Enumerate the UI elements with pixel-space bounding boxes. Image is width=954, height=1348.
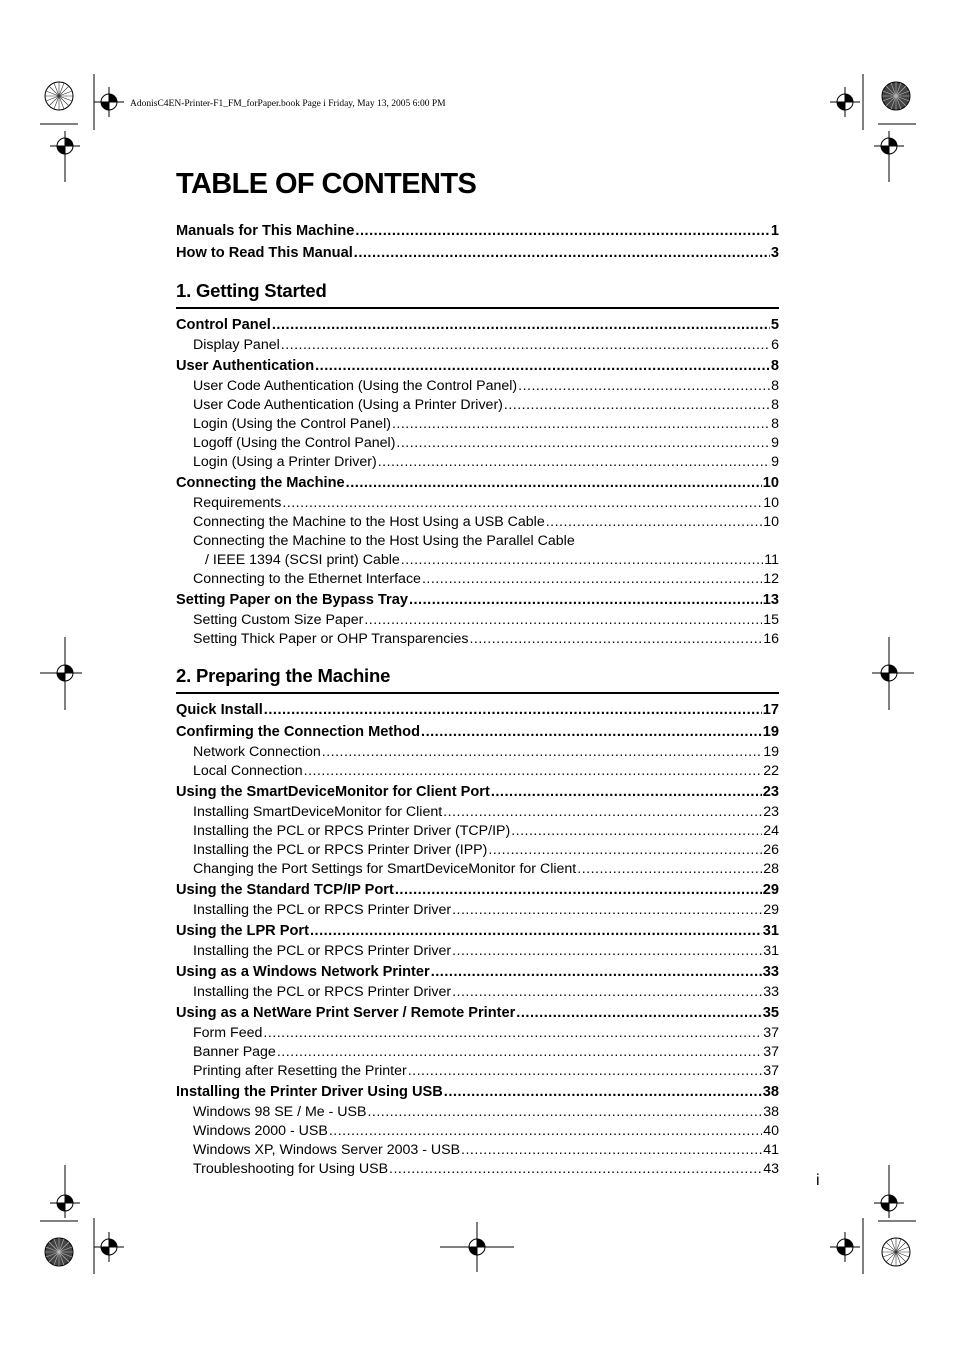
toc-page-number: 8 xyxy=(771,397,779,413)
toc-subentry[interactable] xyxy=(176,743,779,762)
dot-leader xyxy=(452,942,762,961)
toc-page-number: 43 xyxy=(763,1161,779,1177)
toc-subentry[interactable] xyxy=(176,1160,779,1179)
dot-leader xyxy=(577,860,762,879)
toc-entry-label: Using the Standard TCP/IP Port xyxy=(176,882,394,898)
toc-entry-label: Connecting the Machine to the Host Using a USB Cable xyxy=(193,514,545,530)
toc-page-number: 5 xyxy=(770,317,779,333)
dot-leader xyxy=(469,630,762,649)
toc-entry-label: Installing the PCL or RPCS Printer Driver (IPP) xyxy=(193,842,488,858)
page-title: TABLE OF CONTENTS xyxy=(176,168,477,200)
toc-page-number: 19 xyxy=(763,744,779,760)
toc-subentry[interactable] xyxy=(176,377,779,396)
toc-page-number: 22 xyxy=(763,763,779,779)
toc-entry-label: Using the SmartDeviceMonitor for Client Port xyxy=(176,784,490,800)
toc-chapter-entry[interactable] xyxy=(176,879,779,901)
toc-page-number: 8 xyxy=(770,358,779,374)
toc-subentry[interactable] xyxy=(176,611,779,630)
dot-leader xyxy=(395,879,762,901)
toc-page-number: 33 xyxy=(762,964,779,980)
toc-entry-label: Network Connection xyxy=(193,744,321,760)
toc-page-number: 26 xyxy=(763,842,779,858)
dot-leader xyxy=(281,336,770,355)
dot-leader xyxy=(422,570,762,589)
toc-chapter-entry[interactable] xyxy=(176,314,779,336)
toc-subentry[interactable] xyxy=(176,570,779,589)
toc-entry-label: Local Connection xyxy=(193,763,303,779)
dot-leader xyxy=(461,1141,762,1160)
toc-chapter-entry[interactable] xyxy=(176,1081,779,1103)
toc-chapter-entry[interactable] xyxy=(176,721,779,743)
dot-leader xyxy=(272,314,770,336)
toc-page-number: 29 xyxy=(762,882,779,898)
toc-entry-label: Installing SmartDeviceMonitor for Client xyxy=(193,804,443,820)
dot-leader xyxy=(452,983,762,1002)
toc-subentry[interactable] xyxy=(176,415,779,434)
toc-subentry[interactable] xyxy=(176,630,779,649)
toc-page-number: 16 xyxy=(763,631,779,647)
toc-subentry[interactable] xyxy=(176,1103,779,1122)
toc-subentry[interactable] xyxy=(176,396,779,415)
toc-subentry[interactable] xyxy=(176,1122,779,1141)
section-heading: 2. Preparing the Machine xyxy=(176,665,391,686)
toc-page-number: 8 xyxy=(771,416,779,432)
toc-page-number: 10 xyxy=(763,514,779,530)
toc-page-number: 38 xyxy=(763,1104,779,1120)
dot-leader xyxy=(504,396,770,415)
toc-page-number: 37 xyxy=(763,1025,779,1041)
toc-subentry[interactable] xyxy=(176,1062,779,1081)
toc-page-number: 33 xyxy=(763,984,779,1000)
dot-leader xyxy=(452,901,762,920)
page-number: i xyxy=(816,1172,820,1189)
toc-page-number: 40 xyxy=(763,1123,779,1139)
dot-leader xyxy=(282,494,762,513)
toc-entry-label: User Code Authentication (Using the Control Panel) xyxy=(193,378,518,394)
toc-chapter-entry[interactable] xyxy=(176,781,779,803)
toc-entry-label: User Code Authentication (Using a Printer Driver) xyxy=(193,397,503,413)
toc-entry-label: User Authentication xyxy=(176,358,315,374)
toc-page-number: 9 xyxy=(771,435,779,451)
toc-page-number: 1 xyxy=(770,223,779,239)
toc-page-number: 31 xyxy=(763,943,779,959)
toc-chapter-entry[interactable] xyxy=(176,920,779,942)
dot-leader xyxy=(389,1160,762,1179)
toc-entry-label: Control Panel xyxy=(176,317,271,333)
toc-entry-label: Using as a Windows Network Printer xyxy=(176,964,430,980)
file-header-line: AdonisC4EN-Printer-F1_FM_forPaper.book Page i Friday, May 13, 2005 6:00 PM xyxy=(130,99,446,109)
dot-leader xyxy=(408,1062,763,1081)
dot-leader xyxy=(304,762,763,781)
toc-entry-label: Using as a NetWare Print Server / Remote Printer xyxy=(176,1005,516,1021)
section-rule xyxy=(176,307,779,309)
toc-entry-label: Requirements xyxy=(193,495,282,511)
toc-subentry[interactable] xyxy=(176,513,779,532)
toc-entry-label: Form Feed xyxy=(193,1025,263,1041)
toc-subentry[interactable] xyxy=(176,822,779,841)
toc-entry-label: Windows 98 SE / Me - USB xyxy=(193,1104,367,1120)
dot-leader xyxy=(518,377,770,396)
dot-leader xyxy=(491,781,762,803)
toc-page-number: 38 xyxy=(762,1084,779,1100)
toc-chapter-entry[interactable] xyxy=(176,1002,779,1024)
toc-entry-label: Windows XP, Windows Server 2003 - USB xyxy=(193,1142,461,1158)
toc-page-number: 19 xyxy=(762,724,779,740)
dot-leader xyxy=(431,961,762,983)
toc-chapter-entry[interactable] xyxy=(176,589,779,611)
dot-leader xyxy=(421,721,762,743)
toc-page-number: 28 xyxy=(763,861,779,877)
toc-chapter-entry[interactable] xyxy=(176,472,779,494)
dot-leader xyxy=(355,220,769,242)
toc-entry-label: Using the LPR Port xyxy=(176,923,309,939)
toc-page-number: 23 xyxy=(762,784,779,800)
dot-leader xyxy=(401,551,763,570)
dot-leader xyxy=(263,1024,762,1043)
toc-subentry[interactable] xyxy=(176,901,779,920)
toc-page-number: 10 xyxy=(763,495,779,511)
dot-leader xyxy=(511,822,762,841)
toc-page-number: 24 xyxy=(763,823,779,839)
dot-leader xyxy=(264,699,762,721)
toc-subentry[interactable] xyxy=(176,453,779,472)
toc-entry-label: Logoff (Using the Control Panel) xyxy=(193,435,396,451)
toc-entry-label: Login (Using the Control Panel) xyxy=(193,416,391,432)
toc-page-number: 11 xyxy=(764,552,779,568)
toc-entry-label: Printing after Resetting the Printer xyxy=(193,1063,407,1079)
toc-subentry[interactable] xyxy=(176,1043,779,1062)
toc-entry-label: Installing the PCL or RPCS Printer Driver xyxy=(193,902,452,918)
dot-leader xyxy=(488,841,762,860)
dot-leader xyxy=(310,920,762,942)
toc-chapter-entry[interactable] xyxy=(176,355,779,377)
dot-leader xyxy=(516,1002,761,1024)
toc-entry[interactable] xyxy=(176,242,779,264)
toc-entry[interactable] xyxy=(176,220,779,242)
toc-subentry[interactable] xyxy=(176,762,779,781)
dot-leader xyxy=(346,472,762,494)
toc-entry-label: Display Panel xyxy=(193,337,280,353)
toc-entry-label: Changing the Port Settings for SmartDeviceMonitor for Client xyxy=(193,861,577,877)
toc-entry-label: Installing the PCL or RPCS Printer Driver xyxy=(193,943,452,959)
toc-subentry[interactable] xyxy=(176,336,779,355)
dot-leader xyxy=(443,803,762,822)
toc-subentry[interactable] xyxy=(176,551,779,570)
toc-page-number: 8 xyxy=(771,378,779,394)
dot-leader xyxy=(392,415,770,434)
dot-leader xyxy=(329,1122,762,1141)
dot-leader xyxy=(409,589,762,611)
toc-entry-label: / IEEE 1394 (SCSI print) Cable xyxy=(205,552,400,568)
toc-page-number: 9 xyxy=(771,454,779,470)
toc-page-number: 37 xyxy=(763,1063,779,1079)
toc-entry-label: Installing the Printer Driver Using USB xyxy=(176,1084,443,1100)
toc-page-number: 29 xyxy=(763,902,779,918)
toc-entry-label: Connecting the Machine xyxy=(176,475,345,491)
toc-entry-label[interactable]: Connecting the Machine to the Host Using the Parallel Cable xyxy=(193,533,575,549)
toc-page-number: 10 xyxy=(762,475,779,491)
toc-subentry[interactable] xyxy=(176,942,779,961)
toc-page-number: 41 xyxy=(763,1142,779,1158)
toc-subentry[interactable] xyxy=(176,841,779,860)
toc-entry-label: Installing the PCL or RPCS Printer Driver (TCP/IP) xyxy=(193,823,511,839)
toc-page-number: 15 xyxy=(763,612,779,628)
dot-leader xyxy=(322,743,762,762)
toc-entry-label: Setting Thick Paper or OHP Transparencies xyxy=(193,631,469,647)
toc-page-number: 17 xyxy=(762,702,779,718)
dot-leader xyxy=(315,355,770,377)
toc-subentry[interactable] xyxy=(176,803,779,822)
toc-page-number: 3 xyxy=(770,245,779,261)
dot-leader xyxy=(546,513,762,532)
table-of-contents xyxy=(176,220,779,1179)
toc-entry-label: Manuals for This Machine xyxy=(176,223,355,239)
toc-entry-label: Connecting to the Ethernet Interface xyxy=(193,571,421,587)
dot-leader xyxy=(444,1081,762,1103)
toc-page-number: 12 xyxy=(763,571,779,587)
toc-subentry[interactable] xyxy=(176,1024,779,1043)
toc-subentry[interactable] xyxy=(176,983,779,1002)
dot-leader xyxy=(367,1103,762,1122)
dot-leader xyxy=(378,453,770,472)
toc-entry-label: Windows 2000 - USB xyxy=(193,1123,328,1139)
toc-page-number: 35 xyxy=(762,1005,779,1021)
toc-subentry[interactable] xyxy=(176,860,779,879)
toc-subentry[interactable] xyxy=(176,1141,779,1160)
toc-entry-label: Troubleshooting for Using USB xyxy=(193,1161,389,1177)
toc-entry-label: Installing the PCL or RPCS Printer Driver xyxy=(193,984,452,1000)
toc-page-number: 23 xyxy=(763,804,779,820)
toc-entry-label: Setting Paper on the Bypass Tray xyxy=(176,592,408,608)
toc-entry-label: How to Read This Manual xyxy=(176,245,353,261)
toc-entry-label: Quick Install xyxy=(176,702,263,718)
toc-subentry[interactable] xyxy=(176,434,779,453)
toc-chapter-entry[interactable] xyxy=(176,699,779,721)
toc-entry-label: Confirming the Connection Method xyxy=(176,724,421,740)
toc-entry-label: Login (Using a Printer Driver) xyxy=(193,454,377,470)
dot-leader xyxy=(396,434,770,453)
section-rule xyxy=(176,692,779,694)
toc-entry-label: Setting Custom Size Paper xyxy=(193,612,364,628)
toc-entry-label: Banner Page xyxy=(193,1044,276,1060)
section-heading: 1. Getting Started xyxy=(176,280,327,301)
toc-page-number: 13 xyxy=(762,592,779,608)
toc-chapter-entry[interactable] xyxy=(176,961,779,983)
toc-page-number: 6 xyxy=(771,337,779,353)
dot-leader xyxy=(364,611,762,630)
toc-page-number: 37 xyxy=(763,1044,779,1060)
toc-page-number: 31 xyxy=(762,923,779,939)
dot-leader xyxy=(277,1043,762,1062)
toc-subentry[interactable] xyxy=(176,494,779,513)
dot-leader xyxy=(354,242,770,264)
